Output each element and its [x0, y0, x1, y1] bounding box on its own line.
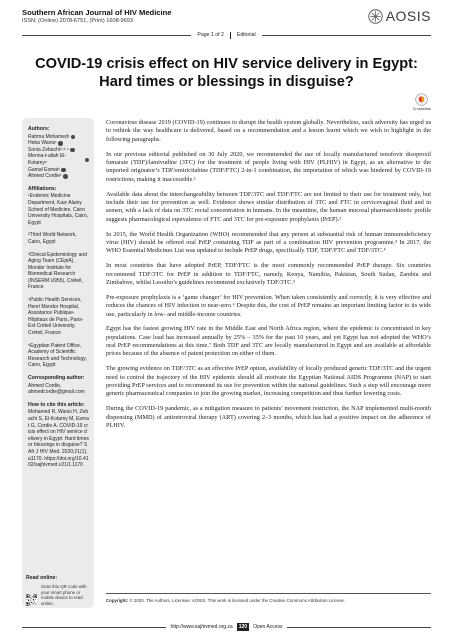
journal-title: Southern African Journal of HIV Medicine [22, 8, 172, 17]
orcid-icon[interactable] [85, 158, 89, 163]
affiliation-item: ⁴Public Health Services, Henri Mondor Hospital, Assistance Publique-Hôpitaux de Paris, Paris-Est Créteil University, Créteil, France [28, 297, 84, 337]
corresponding-name: Ahmed Cordie, [28, 382, 62, 389]
header-rule-right [262, 35, 431, 36]
copyright-text: © 2020. The Authors. Licensee: AOSIS. This work is licensed under the Creative Commons Attribution License. [129, 598, 346, 603]
journal-url-link[interactable]: http://www.sajhivmed.org.za [170, 624, 233, 630]
read-online-block [22, 575, 94, 616]
authors-heading: Authors: [28, 126, 50, 132]
article-body [106, 119, 431, 437]
affiliation-item: ⁵Egyptian Patent Office, Academy of Scientific Research and Technology, Cairo, Egypt [28, 342, 87, 369]
page-indicator: Page 1 of 2 [197, 32, 224, 38]
citation-text[interactable]: Mohamed R, Wanis H, Zebachi S, El-Kotamy M, Esmat G, Cordie A. COVID-19 crisis effect on HIV service delivery in Egypt: Hard times or blessings in disguise? S Afr J HIV Med. 2020;21(1), a1170. https://doi.org/10.4102/sajhivmed.v21i1.1170 [28, 409, 89, 469]
read-online-heading: Read online: [26, 575, 58, 581]
body-paragraph: The growing evidence on TDF/3TC as an effective PrEP option, availability of locally produced generic TDF/3TC and the urgent need to control the trajectory of the HIV epidemic should all motivate the Egyptian National AIDS Programme (NAP) to start providing PrEP services and to recommend its use for prevention within the national guidelines. Such a step will encourage more generic pharmaceutical companies to join the growing market, increasing competition and thus further lowering costs. [106, 365, 431, 398]
affiliation-item: ¹Endemic Medicine Department, Kasr Alainy School of Medicine, Cairo University Hospitals, Cairo, Egypt [28, 193, 89, 226]
header-rule-left [22, 35, 191, 36]
authors-block [28, 126, 89, 180]
author-item[interactable] [28, 167, 89, 174]
author-item[interactable] [28, 134, 89, 141]
corresponding-heading: Corresponding author: [28, 375, 85, 381]
body-paragraph: Available data about the interchangeability between TDF/3TC and TDF/FTC are not limited to their use for treatment only, but include their use for prevention as well. Evidence shows similar distribution of 3TC and FTC in cervicovaginal fluid and in semen, with a lack of data on 3TC rectal concentration in humans. In the meantime, the human mucosal pharmacokinetic profile suggests pharmacological equivalence of FTC and 3TC for pre-exposure prophylaxis (PrEP).² [106, 190, 431, 223]
read-online-text: Scan this QR code with your smart phone or mobile device to read online. [40, 584, 87, 606]
article-sidebar [22, 118, 94, 608]
body-paragraph: During the COVID-19 pandemic, as a mitigation measure to patients’ movement restriction, the NAP implemented multi-month dispensing (MMD) of antiretroviral therapy (ART) covering 2–3 months, which has had a positive impact on the adherence of PLHIV. [106, 405, 431, 430]
footer-rule-right [287, 627, 431, 628]
article-title: COVID-19 crisis effect on HIV service delivery in Egypt: Hard times or blessings in disguise? [35, 56, 418, 90]
logo-text: AOSIS [385, 8, 431, 24]
issn-line: ISSN: (Online) 2078-6751, (Print) 1608-9693 [22, 18, 134, 24]
author-item[interactable] [28, 140, 89, 147]
orcid-icon[interactable] [63, 174, 68, 179]
qr-code-icon[interactable] [26, 584, 37, 616]
affiliations-heading: Affiliations: [28, 185, 57, 192]
crossmark-icon [415, 93, 428, 106]
author-name: Gamal Esmat¹ [28, 166, 60, 173]
body-paragraph: In 2015, the World Health Organization (WHO) recommended that any person at substantial risk of human immunodeficiency virus (HIV) should be offered oral PrEP containing TDF as part of a combination HIV prevention programme.³ In 2017, the WHO Essential Medicines List was updated to include PrEP drugs, specifically TDF, TDF/FTC and TDF/3TC.⁴ [106, 230, 431, 255]
article-type: Editorial [236, 32, 256, 38]
body-paragraph: In our previous editorial published on 30 July 2020, we recommended the use of locally manufactured tenofovir disoproxil fumarate (TDF)/lamivudine (3TC) for the treatment of people living with HIV (PLHIV) in Egypt, as an alternative to the imported originator’s TDF/emtricitabine (TDF/FTC) 2-in-1 combination, the importation of which was hindered by COVID-19 restrictions, making it inaccessible.¹ [106, 150, 431, 183]
author-name: Heba Wanis¹ [28, 140, 57, 147]
orcid-icon[interactable] [71, 135, 76, 140]
page-header-bar [22, 30, 431, 40]
body-paragraph: Coronavirus disease 2019 (COVID-19) continues to disrupt the health system globally. Nevertheless, such adversity has urged us to rethink the way healthcare is delivered, based on a recommendation and a lesson learnt which we wish to highlight in the following paragraphs. [106, 119, 431, 143]
orcid-icon[interactable] [61, 168, 66, 173]
body-paragraph: Egypt has the fastest growing HIV rate in the Middle East and North Africa region, where the epidemic is concentrated in key populations. Case load has increased annually by 25% – 35% for the past 10 years, and yet Egypt has not adopted the WHO’s oral PrEP recommendations at this time.⁷ Both TDF and 3TC are locally manufactured in Egypt and are available at affordable prices because of the absence of patent protection on either of them. [106, 325, 431, 358]
author-name: Menna-t-allah El-Kotamy⁵ [28, 153, 67, 166]
author-name: Ahmed Cordie¹ [28, 173, 62, 180]
crossmark-badge[interactable] [413, 93, 431, 111]
author-item[interactable] [28, 147, 89, 154]
aosis-logo-icon [368, 9, 383, 24]
author-item[interactable] [28, 173, 89, 180]
affiliations-block [28, 186, 89, 369]
body-paragraph: In most countries that have adopted PrEP, TDF/FTC is the most commonly recommended PrEP therapy. Six countries recommend TDF/3TC for PrEP in addition to TDF/FTC, namely, Kenya, Namibia, Pakistan, South Sudan, Zambia and Zimbabwe, whilst Lesotho’s guidelines recommend exclusively TDF/3TC.⁵ [106, 262, 431, 286]
corresponding-email-link[interactable]: ahmedcordie@gmail.com [28, 389, 85, 396]
footer-rule-left [22, 627, 166, 628]
affiliation-item: ³Clinical Epidemiology and Aging Team (CEpiA), Mondor Institute for Biomedical Research (INSERM U955), Créteil, France [28, 251, 87, 291]
body-paragraph: Pre-exposure prophylaxis is a ‘game changer’ for HIV prevention. When taken consistently and correctly, it is very effective and reduces the chances of HIV infection to near-zero.⁶ Despite this, the cost of PrEP remains an important limiting factor to its wide use, particularly in low- and middle-income countries. [106, 293, 431, 318]
orcid-icon[interactable] [58, 141, 63, 146]
corresponding-block [28, 375, 89, 396]
author-name: Rahma Mohamed¹ [28, 133, 70, 140]
citation-block [28, 402, 89, 469]
copyright-label: Copyright: [106, 598, 129, 603]
open-access-label: Open Access [253, 624, 283, 630]
publisher-logo[interactable] [368, 8, 431, 24]
page-number: 120 [238, 624, 248, 630]
author-item[interactable] [28, 153, 89, 166]
orcid-icon[interactable] [70, 148, 75, 153]
citation-heading: How to cite this article: [28, 401, 85, 408]
copyright-notice [106, 593, 431, 603]
affiliation-item: ²Third World Network, Cairo, Egypt [28, 232, 77, 245]
page-footer [22, 622, 431, 632]
crossmark-label: CrossMark [412, 107, 431, 111]
author-name: Sonia Zebachi²·³·⁴ [28, 146, 69, 153]
